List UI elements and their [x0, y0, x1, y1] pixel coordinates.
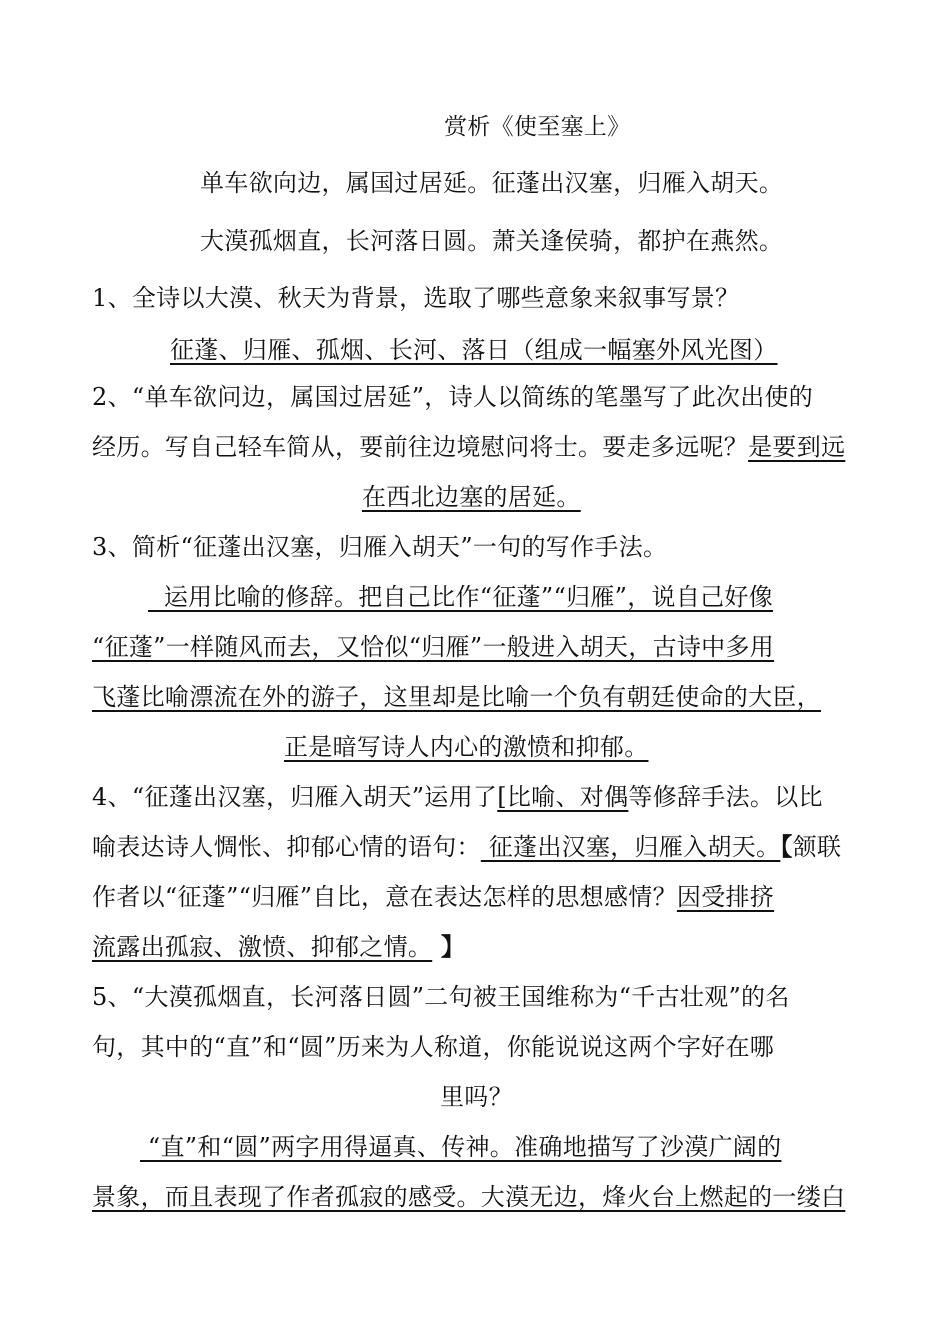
question-2-text: 经历。写自己轻车简从，要前往边境慰问将士。要走多远呢？ — [92, 433, 749, 461]
question-4-text-1-tail: 等修辞手法。以比 — [628, 783, 823, 811]
question-4-line-3 — [92, 882, 774, 912]
poem-line-1: 单车欲向边，属国过居延。征蓬出汉塞，归雁入胡天。 — [200, 169, 784, 197]
question-5-line-1: 5、“大漠孤烟直，长河落日圆”二句被王国维称为“千古壮观”的名 — [92, 983, 790, 1011]
question-4-text-2: 喻表达诗人惆怅、抑郁心情的语句： — [92, 833, 481, 861]
answer-2-part-1: 是要到远 — [748, 433, 846, 461]
question-4-line-2 — [92, 832, 841, 862]
question-3: 3、简析“征蓬出汉塞，归雁入胡天”一句的写作手法。 — [92, 533, 668, 561]
question-5-line-3: 里吗？ — [440, 1083, 513, 1111]
question-4-line-1 — [92, 782, 823, 812]
question-4-text-3: 作者以“征蓬”“归雁”自比，意在表达怎样的思想感情？ — [92, 883, 677, 911]
question-4-text-2-tail: 颔联 — [792, 833, 842, 861]
answer-5-line-1: “直”和“圆”两字用得逼真、传神。准确地描写了沙漠广阔的 — [140, 1133, 782, 1161]
question-5-line-2: 句，其中的“直”和“圆”历来为人称道，你能说说这两个字好在哪 — [92, 1033, 775, 1061]
answer-3-line-1: 运用比喻的修辞。把自己比作“征蓬”“归雁”，说自己好像 — [148, 583, 774, 611]
answer-4-feeling-part-1: 因受排挤 — [676, 883, 775, 911]
poem-line-2: 大漠孤烟直，长河落日圆。萧关逢侯骑，都护在燕然。 — [200, 227, 784, 255]
answer-3-line-3: 飞蓬比喻漂流在外的游子，这里却是比喻一个负有朝廷使命的大臣， — [92, 683, 821, 711]
answer-4-sentence: 征蓬出汉塞，归雁入胡天。 — [480, 833, 781, 861]
question-2-line-2 — [92, 432, 845, 462]
bracket-open: 【 — [780, 832, 793, 861]
answer-5-line-2: 景象，而且表现了作者孤寂的感受。大漠无边，烽火台上燃起的一缕白 — [92, 1183, 846, 1211]
answer-2-part-2: 在西北边塞的居延。 — [362, 483, 581, 511]
bracket-close: 】 — [432, 932, 466, 961]
document-title: 赏析《使至塞上》 — [444, 114, 631, 140]
answer-4-feeling-part-2: 流露出孤寂、激愤、抑郁之情。 — [92, 933, 433, 961]
question-2-line-1: 2、“单车欲问边，属国过居延”，诗人以简练的笔墨写了此次出使的 — [92, 383, 814, 411]
question-4-line-4 — [92, 932, 465, 962]
question-4-text-1: 4、“征蓬出汉塞，归雁入胡天”运用了 — [92, 783, 498, 811]
answer-3-line-4: 正是暗写诗人内心的激愤和抑郁。 — [284, 733, 649, 761]
answer-4-rhetoric: [比喻、对偶 — [497, 783, 629, 811]
answer-3-line-2: “征蓬”一样随风而去，又恰似“归雁”一般进入胡天，古诗中多用 — [92, 633, 775, 661]
answer-1: 征蓬、归雁、孤烟、长河、落日（组成一幅塞外风光图） — [170, 336, 778, 364]
question-1: 1、全诗以大漠、秋天为背景，选取了哪些意象来叙事写景？ — [92, 284, 740, 312]
